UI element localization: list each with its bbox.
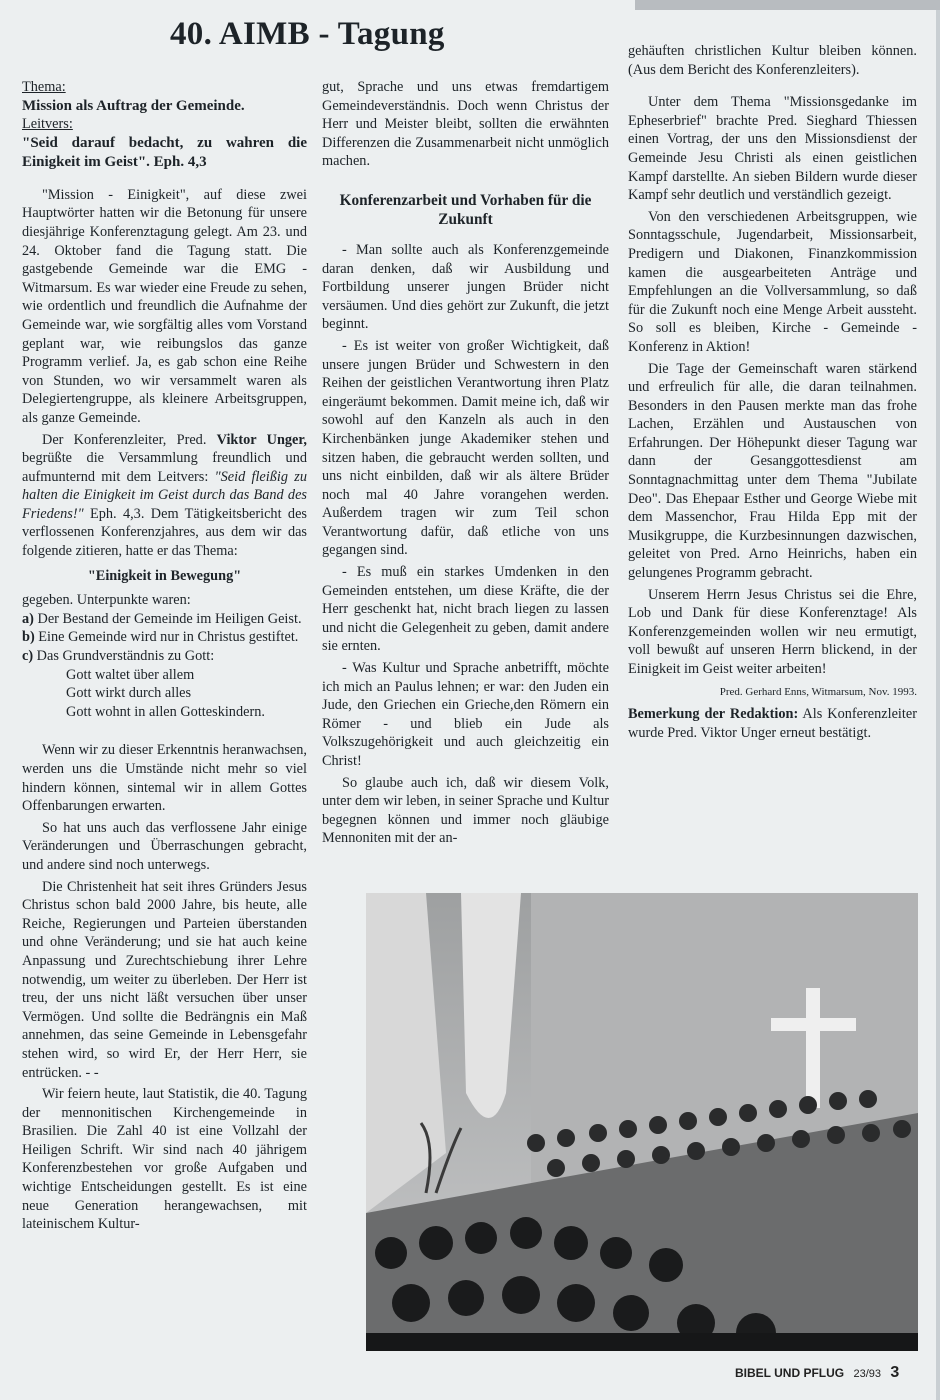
paragraph: gehäuften christlichen Kultur bleiben können. (Aus dem Bericht des Konferenzleiters). — [628, 43, 917, 78]
list-item: a) Der Bestand der Gemeinde im Heiligen Geist. — [22, 610, 302, 627]
editor-note-label: Bemerkung der Redaktion: — [628, 706, 799, 723]
column-1 — [22, 78, 307, 1237]
column-2 — [322, 78, 609, 851]
list-item: Gott wirkt durch alles — [66, 685, 192, 702]
paragraph: Die Tage der Gemeinschaft waren stärkend und erfreulich für alle, die daran teilnahmen. Besonders in den Pausen merkte man das frohe Lachen, Erzählen und Austauschen von Erfahrungen. Der Höhepunkt dieser Tagung war dann der Gesanggottesdienst am Sonntagnachmittag unter dem Thema "Jubilate Deo". Das Ehepaar Esther und George Wiebe mit dem Massenchor, Frau Hilda Epp mit der Musikgruppe, die Kurzbesinnungen dazwischen, geleitet von Pred. Arno Heinrichs, haben ein gelungenes Programm gebracht. — [628, 360, 917, 582]
motto: "Einigkeit in Bewegung" — [87, 567, 242, 584]
paragraph: Unserem Herrn Jesus Christus sei die Ehre, Lob und Dank für diese Konferenztage! Als Konferenzgemeinden wollen wir neu ermutigt, voll bewußt auf unseren Herrn blickend, in der Einigkeit im Geist weiter arbeiten! — [628, 586, 917, 677]
list-item: Gott wohnt in allen Gotteskindern. — [66, 703, 265, 720]
page-footer — [735, 1364, 905, 1382]
column-3 — [628, 42, 917, 745]
editor-note: Bemerkung der Redaktion: Als Konferenzleiter wurde Pred. Viktor Unger erneut bestätigt. — [628, 706, 917, 741]
paragraph: Die Christenheit hat seit ihres Gründers Jesus Christus schon bald 2000 Jahre, bis heute, alle Reiche, Regierungen und Parteien überstanden und ohne Veränderung; und sie hat auch keine Anpassung und Zurechtschiebung ihrer Lehre notwendig, um weiter zu überleben. Der Herr ist treu, der uns nicht läßt versuchen über unser Vermögen. Und sollte die Bedrängnis ein Maß annehmen, das seine Gemeinde in Lebensgefahr stehen wird, so wird Er, der Herr Herr, sie entrücken. - - — [22, 878, 307, 1081]
thema-text: Mission als Auftrag der Gemeinde. — [22, 97, 245, 114]
paragraph: gut, Sprache und uns etwas fremdartigem Gemeindeverständnis. Doch wenn Christus der Herr und Meister bleibt, sollten die erwähnten Differenzen die Zusammenarbeit nicht unmöglich machen. — [322, 79, 609, 170]
paragraph: So glaube auch ich, daß wir diesem Volk, unter dem wir leben, in seiner Sprache und Kultur begegnen können und immer noch gläubige Mennoniten mit der an- — [322, 774, 609, 847]
paragraph: - Es ist weiter von großer Wichtigkeit, daß unsere jungen Brüder und Schwestern in den Reihen der geistlichen Verantwortung ihren Platz eingeräumt bekommen. Damit meine ich, daß wir sowohl auf den Kanzeln als auch in den Kirchenbänken junge Akademiker stehen und sitzen haben, die gebraucht werden sollten, und uns nicht einbilden, daß wir als ältere Brüder noch mal 40 Jahre vorangehen werden. Außerdem tragen wir zum Teil schon Verantwortung dafür, daß etliche von uns gegangen sind. — [322, 337, 609, 559]
author-signature: Pred. Gerhard Enns, Witmarsum, Nov. 1993. — [719, 685, 917, 698]
paragraph: - Es muß ein starkes Umdenken in den Gemeinden entstehen, um diese Kräfte, die der Herr geschenkt hat, nicht brach liegen zu lassen und nicht die Gelegenheit zu geben, damit andere sie ernten. — [322, 564, 609, 655]
leitvers-label: Leitvers: — [22, 116, 73, 133]
page-number: 3 — [890, 1364, 900, 1381]
paragraph: - Was Kultur und Sprache anbetrifft, möchte ich mich an Paulus lehnen; er war: den Juden ein Jude, den Griechen ein Grieche,den Römern ein Römer - und blieb ein Jude als Volkszugehörigkeit und auch gleichzeitig ein Christ! — [322, 660, 609, 769]
paragraph: "Mission - Einigkeit", auf diese zwei Hauptwörter hatten wir die Betonung für unsere diesjährige Konferenztagung gelegt. Am 23. und 24. Oktober fand die Tagung statt. Die gastgebende Gemeinde war die EMG - Witmarsum. Es war wieder eine Freude zu sehen, wie ordentlich und freundlich die Aufnahme der Gemeinde war, wie sorgfältig alles vom Vorstand geplant war, wie reibungslos das ganze Programm verlief. Ja, es gab schon eine Reihe von Stunden, wo wir versammelt waren als Delegiertengruppe, als kleinere Arbeitsgruppen, als ganze Gemeinde. — [22, 186, 307, 426]
leitvers-text: "Seid darauf bedacht, zu wahren die Einigkeit im Geist". Eph. 4,3 — [22, 134, 307, 170]
paragraph: Der Konferenzleiter, Pred. Viktor Unger, begrüßte die Versammlung freundlich und aufmunternd mit dem Leitvers: "Seid fleißig zu halten die Einigkeit im Geist durch das Band des Friedens!" Eph. 4,3. Dem Tätigkeitsbericht des verflossenen Konferenzjahres, aus dem wir das folgende zitieren, hatte er das Thema: — [22, 431, 307, 560]
speaker-name: Viktor Unger, — [216, 431, 307, 448]
motto-after: gegeben. Unterpunkte waren: — [22, 592, 191, 609]
issue-number: 23/93 — [853, 1368, 881, 1380]
paragraph: Unter dem Thema "Missionsgedanke im Epheserbrief" brachte Pred. Sieghard Thiessen einen Vortrag, der uns den Missionsdienst der Gemeinde Jesu Christi als einen geistlichen Kampf darstellte. An sieben Bildern wurde dieser Kampf sehr deutlich und verständlich gezeigt. — [628, 94, 917, 204]
article-title: 40. AIMB - Tagung — [170, 16, 445, 52]
thema-label: Thema: — [22, 79, 66, 95]
paragraph: Wir feiern heute, laut Statistik, die 40. Tagung der mennonitischen Kirchengemeinde in Brasilien. Die Zahl 40 ist eine Vollzahl der Heiligen Schrift. Wir sind nach 40 jährigem Konferenzbestehen vor große Aufgaben und wichtige Entscheidungen gestellt. Es ist eine neue Generation herangewachsen, mit lateinischem Kultur- — [22, 1086, 307, 1233]
section-heading: Konferenzarbeit und Vorhaben für die Zukunft — [339, 191, 592, 228]
paragraph: Von den verschiedenen Arbeitsgruppen, wie Sonntagsschule, Jugendarbeit, Missionsarbeit, Predigern und Diakonen, Finanzkommission kamen die ausgearbeiteten Anträge und Empfehlungen an die Vollversammlung, so daß für die Zukunft noch eine Menge Arbeit aussteht. So soll es bleiben, Kirche - Gemeinde - Konferenz in Aktion! — [628, 208, 917, 355]
list-item: b) Eine Gemeinde wird nur in Christus gestiftet. — [22, 629, 299, 646]
paragraph: So hat uns auch das verflossene Jahr einige Veränderungen und Überraschungen gebracht, und andere sind noch unterwegs. — [22, 819, 307, 873]
list-item: c) Das Grundverständnis zu Gott: — [22, 648, 215, 665]
page-edge — [936, 0, 940, 1400]
page-corner — [635, 0, 940, 10]
magazine-name: BIBEL UND PFLUG — [735, 1366, 845, 1380]
choir-photo — [366, 893, 918, 1351]
list-item: Gott waltet über allem — [66, 666, 195, 683]
paragraph: Wenn wir zu dieser Erkenntnis heranwachsen, werden uns die Umstände nicht mehr so viel hindern können, sintemal wir in allem Gottes Offenbarungen erwarten. — [22, 742, 307, 815]
points-list — [22, 610, 307, 666]
paragraph: - Man sollte auch als Konferenzgemeinde daran denken, daß wir Ausbildung und Fortbildung unserer jungen Brüder nicht versäumen. Und dies gehört zur Zukunft, die jetzt beginnt. — [322, 241, 609, 333]
subpoints-list — [66, 666, 307, 722]
bible-quote: "Seid fleißig zu halten die Einigkeit im Geist durch das Band des Friedens!" — [22, 468, 307, 522]
